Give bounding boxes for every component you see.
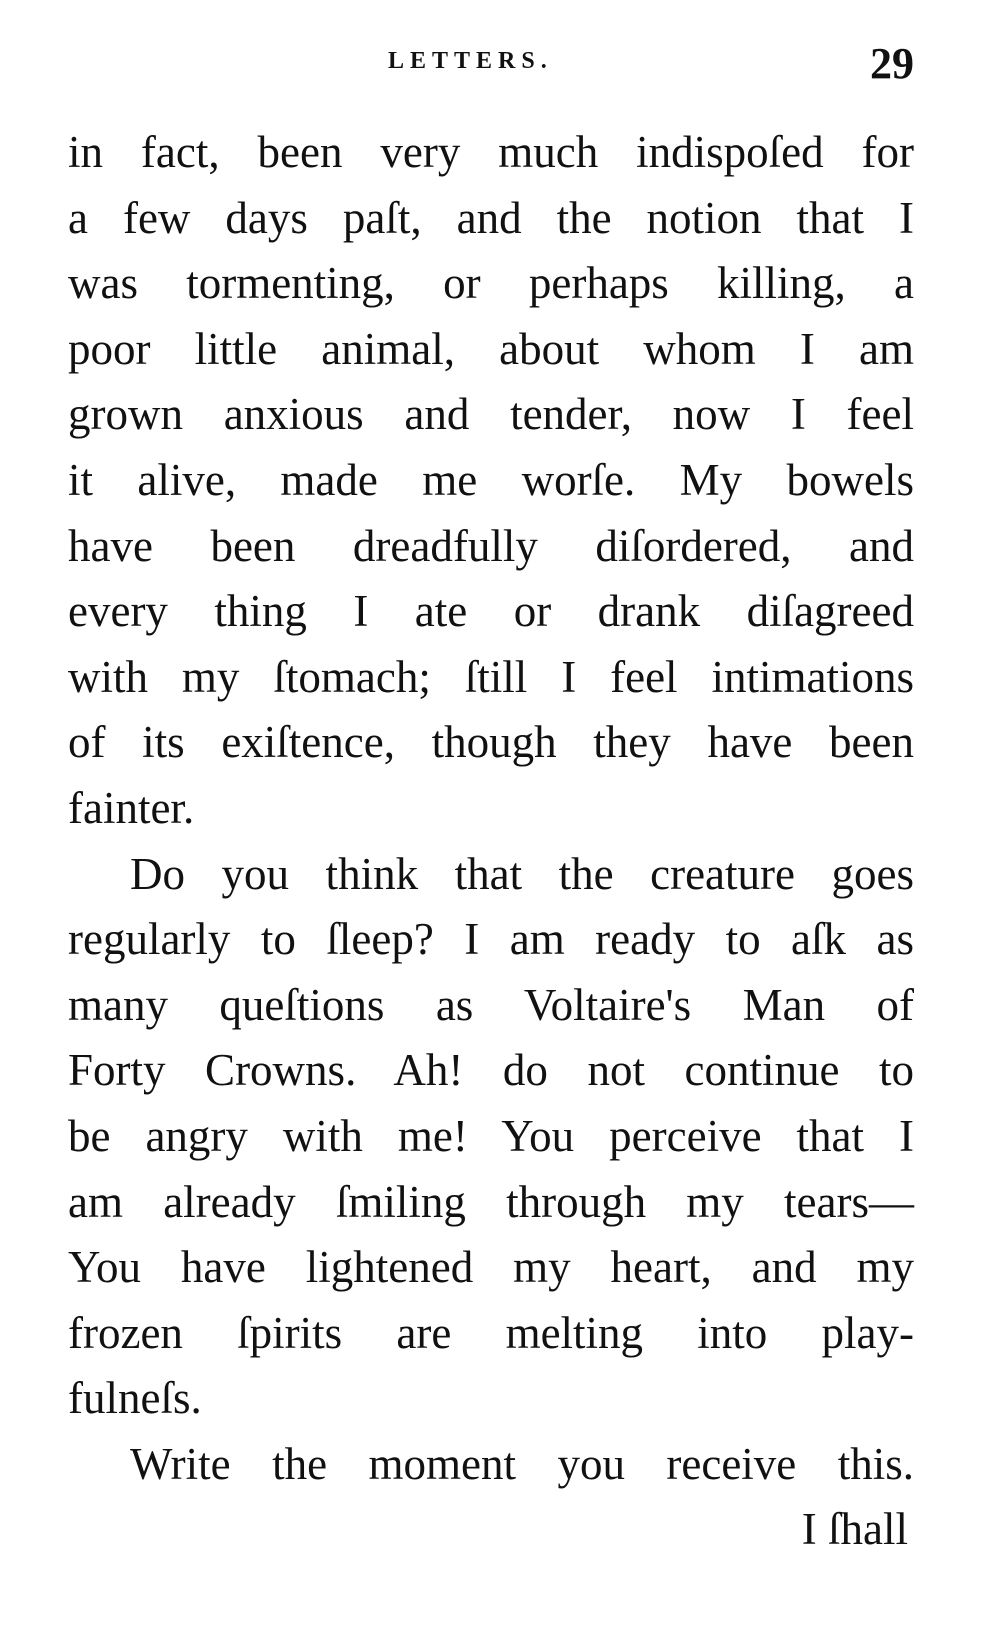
text-line: grown anxious and tender, now I feel xyxy=(68,389,914,440)
text-line: of its exiſtence, though they have been xyxy=(68,717,914,768)
text-line: a few days paſt, and the notion that I xyxy=(68,192,914,243)
text-line: Write the moment you receive this. xyxy=(130,1438,914,1489)
text-line: have been dreadfully diſordered, and xyxy=(68,520,914,571)
text-line: was tormenting, or perhaps killing, a xyxy=(68,258,914,309)
text-line: in fact, been very much indispoſed for xyxy=(68,127,914,177)
text-line: regularly to ſleep? I am ready to aſk as xyxy=(68,914,914,965)
text-line: be angry with me! You perceive that I xyxy=(68,1110,914,1161)
text-line: every thing I ate or drank diſagreed xyxy=(68,586,914,637)
page-number: 29 xyxy=(870,39,914,88)
letter-text xyxy=(68,120,914,1563)
text-line: fulneſs. xyxy=(68,1373,202,1424)
text-line: it alive, made me worſe. My bowels xyxy=(68,454,914,505)
text-line: fainter. xyxy=(68,782,195,833)
text-line: Forty Crowns. Ah! do not continue to xyxy=(68,1045,914,1096)
text-line: Do you think that the creature goes xyxy=(130,848,914,899)
text-line: frozen ſpirits are melting into play- xyxy=(68,1307,914,1358)
text-line: You have lightened my heart, and my xyxy=(68,1242,914,1293)
text-line: with my ſtomach; ſtill I feel intimations xyxy=(68,651,914,702)
text-line: am already ſmiling through my tears— xyxy=(68,1176,914,1227)
text-line: poor little animal, about whom I am xyxy=(68,323,914,374)
text-line: many queſtions as Voltaire's Man of xyxy=(68,979,914,1030)
running-head: LETTERS. xyxy=(388,48,553,74)
catchword: I ſhall xyxy=(801,1504,908,1555)
